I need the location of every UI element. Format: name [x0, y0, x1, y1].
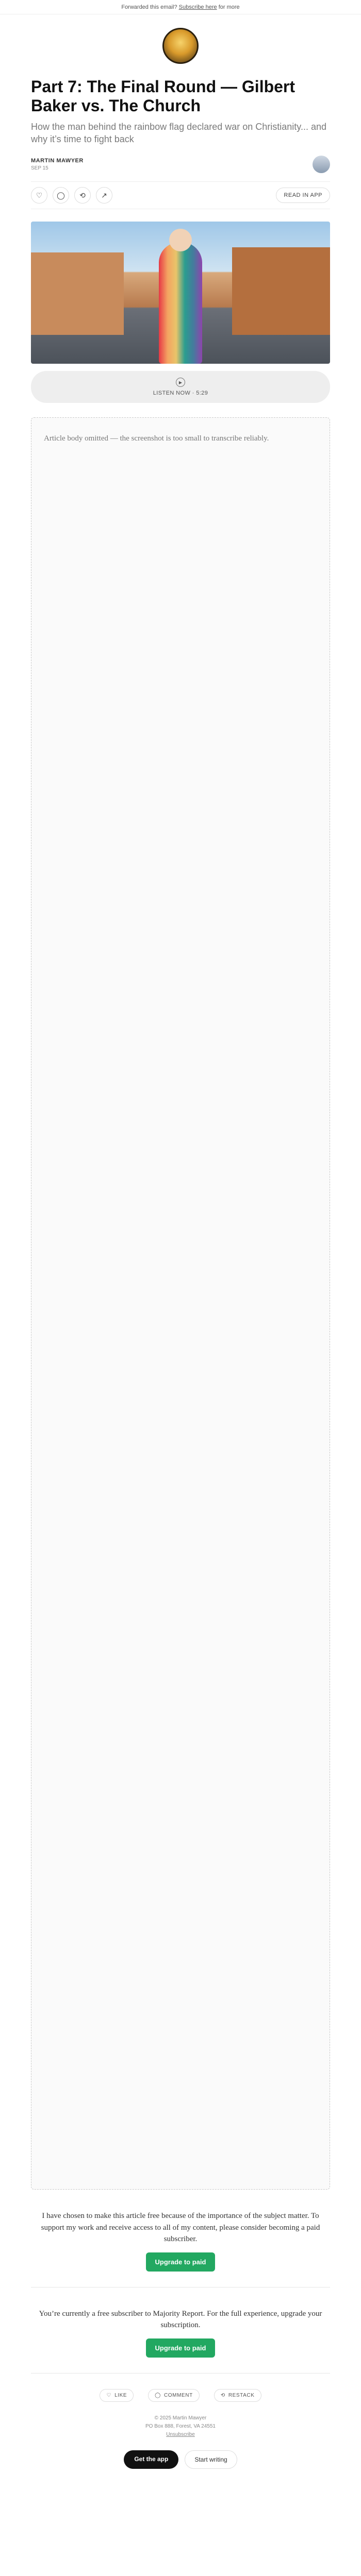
author-name[interactable]: MARTIN MAWYER	[31, 158, 84, 164]
hero-figure-head	[169, 229, 192, 251]
hero-figure	[159, 242, 202, 364]
logo-wrap	[0, 14, 361, 73]
heart-icon: ♡	[36, 191, 43, 199]
footer-like-label: LIKE	[114, 2392, 127, 2398]
address-line: PO Box 888, Forest, VA 24551	[145, 2423, 216, 2429]
get-app-button[interactable]: Get the app	[124, 2450, 178, 2469]
hero-building-left	[31, 252, 124, 335]
free-subscriber-notice	[31, 2308, 330, 2358]
paid-notice-text: I have chosen to make this article free because of the importance of the subject matter. To support my work and receive access to all of my content, please consider becoming a paid subscriber.	[41, 2212, 320, 2244]
article-body	[31, 417, 330, 2190]
byline-text	[31, 158, 84, 171]
copyright-block	[31, 2414, 330, 2439]
social-divider	[31, 2373, 330, 2374]
publication-logo[interactable]	[162, 28, 199, 64]
subscribe-link[interactable]: Subscribe here	[178, 4, 217, 10]
free-subscriber-text: You’re currently a free subscriber to Majority Report. For the full experience, upgrade your subscription.	[39, 2309, 322, 2330]
social-row	[31, 2389, 330, 2402]
body-placeholder: Article body omitted — the screenshot is too small to transcribe reliably.	[31, 417, 330, 2190]
byline	[31, 156, 330, 173]
author-avatar[interactable]	[313, 156, 330, 173]
footer-like-button[interactable]	[100, 2389, 134, 2402]
share-icon: ↗	[101, 191, 107, 199]
post-date: SEP 15	[31, 165, 48, 172]
unsubscribe-link[interactable]: Unsubscribe	[166, 2431, 195, 2437]
upgrade-button[interactable]: Upgrade to paid	[146, 2252, 216, 2272]
footer-restack-label: RESTACK	[228, 2392, 255, 2398]
action-buttons	[31, 187, 112, 204]
comment-icon: ◯	[57, 191, 65, 199]
forward-suffix: for more	[218, 4, 240, 10]
start-writing-button[interactable]: Start writing	[185, 2450, 237, 2469]
paid-notice	[31, 2210, 330, 2272]
forward-prefix: Forwarded this email?	[121, 4, 177, 10]
upgrade-button-secondary[interactable]: Upgrade to paid	[146, 2338, 216, 2358]
comment-icon: ◯	[155, 2392, 161, 2398]
bottom-buttons	[31, 2450, 330, 2484]
hero-image	[31, 222, 330, 364]
post-title: Part 7: The Final Round — Gilbert Baker vs. The Church	[31, 77, 296, 115]
restack-button[interactable]	[74, 187, 91, 204]
footer-comment-label: COMMENT	[163, 2392, 193, 2398]
forward-bar	[0, 0, 361, 14]
heart-icon: ♡	[106, 2392, 112, 2398]
comment-button[interactable]	[53, 187, 69, 204]
hero-building-right	[232, 247, 330, 335]
share-button[interactable]	[96, 187, 112, 204]
post-subtitle: How the man behind the rainbow flag declared war on Christianity... and why it’s time to fight back	[31, 121, 326, 144]
action-row	[31, 181, 330, 209]
copyright-line: © 2025 Martin Mawyer	[154, 2415, 207, 2421]
restack-icon: ⟲	[79, 191, 86, 199]
footer-comment-button[interactable]	[148, 2389, 200, 2402]
restack-icon: ⟲	[220, 2392, 225, 2398]
audio-label: LISTEN NOW · 5:29	[153, 390, 208, 397]
read-in-app-button[interactable]: READ IN APP	[276, 188, 330, 203]
article	[31, 77, 330, 2484]
footer-restack-button[interactable]	[214, 2389, 261, 2402]
play-icon[interactable]: ▶	[176, 378, 185, 387]
audio-player[interactable]	[31, 371, 330, 403]
like-button[interactable]	[31, 187, 47, 204]
